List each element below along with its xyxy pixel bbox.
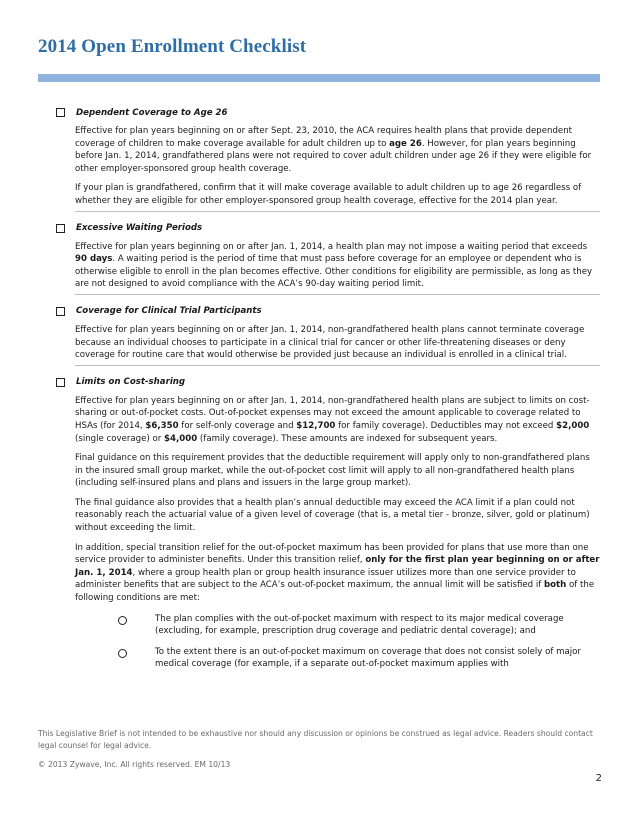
item-paragraph: Effective for plan years beginning on or after Jan. 1, 2014, non-grandfathered health plans are subject to limits on cost-sharing or out-of-pocket costs. Out-of-pocket expenses may not exceed the amount applicable to coverage related to HSAs (for 2014, $6,350 for self-only coverage and $12,700 for family coverage). Deductibles may not exceed $2,000 (single coverage) or $4,000 (family coverage). These amounts are indexed for subsequent years. [75, 395, 590, 444]
item-heading-row [56, 222, 600, 235]
item-paragraph: Effective for plan years beginning on or after Jan. 1, 2014, non-grandfathered health plans cannot terminate coverage because an individual chooses to participate in a clinical trial for cancer or other life-threatening diseases or deny coverage for routine care that would otherwise be provided just because an individual is enrolled in a clinical trial. [75, 324, 585, 361]
item-heading-row [56, 376, 600, 389]
checkbox[interactable] [56, 378, 65, 387]
divider [75, 365, 600, 366]
item-paragraph: If your plan is grandfathered, confirm that it will make coverage available to adult children up to age 26 regardless of whether they are eligible for other employer-sponsored group health coverage, effective for the 2014 plan year. [75, 183, 582, 206]
disclaimer: This Legislative Brief is not intended to be exhaustive nor should any discussion or opinions be construed as legal advice. Readers should contact legal counsel for legal advice. [38, 729, 593, 750]
title-rule [38, 74, 600, 82]
item-paragraph: In addition, special transition relief for the out-of-pocket maximum has been provided for plans that use more than one service provider to administer benefits. Under this transition relief, only for the first plan year beginning on or after Jan. 1, 2014, where a group health plan or group health insurance issuer utilizes more than one service provider to administer benefits that are subject to the ACA’s out-of-pocket maximum, the annual limit will be satisfied if both of the following conditions are met: [75, 542, 600, 604]
page-number: 2 [595, 773, 602, 784]
page-title: 2014 Open Enrollment Checklist [38, 36, 307, 57]
copyright: © 2013 Zywave, Inc. All rights reserved. EM 10/13 [38, 760, 231, 769]
checkbox[interactable] [56, 307, 65, 316]
divider [75, 294, 600, 295]
item-paragraph: Final guidance on this requirement provides that the deductible requirement will apply only to non-grandfathered plans in the insured small group market, while the out-of-pocket cost limit will apply to all non-grandfathered health plans (including self-insured plans and plans and issuers in the large group market). [75, 453, 590, 489]
checklist-item-cost-sharing [38, 376, 600, 671]
item-heading: Dependent Coverage to Age 26 [76, 107, 228, 118]
item-heading-row [56, 106, 600, 119]
checklist-item-waiting-periods [38, 222, 600, 295]
item-paragraph: Effective for plan years beginning on or after Sept. 23, 2010, the ACA requires health plans that provide dependent coverage of children to make coverage available for adult children up to age 26. However, for plan years beginning before Jan. 1, 2014, grandfathered plans were not required to cover adult children under age 26 if they were eligible for other employer-sponsored group health coverage. [75, 126, 592, 174]
circle-bullet-icon [118, 616, 127, 625]
divider [75, 211, 600, 212]
list-item: To the extent there is an out-of-pocket maximum on coverage that does not consist solely of major medical coverage (for example, if a separate out-of-pocket maximum applies with [118, 646, 600, 671]
item-heading-row [56, 305, 600, 318]
item-heading: Excessive Waiting Periods [76, 223, 203, 234]
item-paragraph: Effective for plan years beginning on or after Jan. 1, 2014, a health plan may not impose a waiting period that exceeds 90 days. A waiting period is the period of time that must pass before coverage for an employee or dependent who is otherwise eligible to enroll in the plan becomes effective. Other conditions for eligibility are permissible, as long as they are not designed to avoid compliance with the ACA’s 90-day waiting period limit. [75, 241, 593, 290]
page-footer [38, 728, 598, 771]
checkbox[interactable] [56, 224, 65, 233]
checkbox[interactable] [56, 108, 65, 117]
item-heading: Coverage for Clinical Trial Participants [76, 306, 262, 317]
item-paragraph: The final guidance also provides that a health plan’s annual deductible may exceed the ACA limit if a plan could not reasonably reach the actuarial value of a given level of coverage (that is, a metal tier - bronze, silver, gold or platinum) without exceeding the limit. [75, 497, 590, 534]
list-item: The plan complies with the out-of-pocket maximum with respect to its major medical coverage (excluding, for example, prescription drug coverage and pediatric dental coverage); and [118, 613, 600, 638]
checklist-item-dependent-coverage [38, 106, 600, 212]
checklist [38, 106, 600, 681]
checklist-item-clinical-trials [38, 305, 600, 366]
circle-bullet-icon [118, 649, 127, 658]
item-heading: Limits on Cost-sharing [76, 377, 186, 388]
